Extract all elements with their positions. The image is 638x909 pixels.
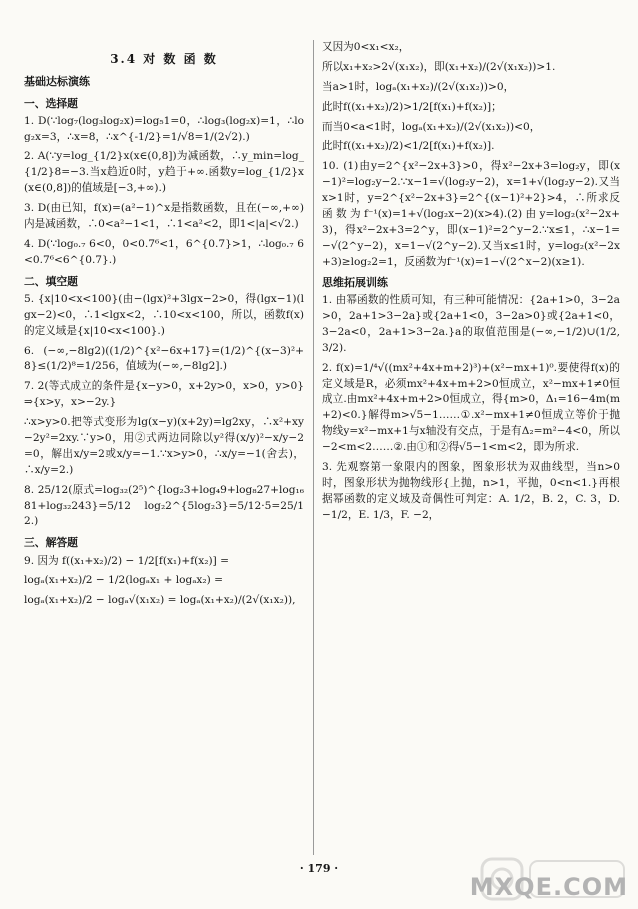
answer-q9-line1: 9. 因为 f((x₁+x₂)/2) − 1/2[f(x₁)+f(x₂)] = [24, 554, 229, 567]
answer-q8: 8. 25/12(原式=log₃₂(2⁵)^{log₂3+log₄9+log₈27+log₁₆81+log₃₂243}=5/12 log₂2^{5log₂3}=5/12·5=25/12.) [24, 483, 304, 528]
extension-q1: 1. 由幂函数的性质可知，有三种可能情况：{2a+1>0，3−2a>0，2a+1>3−2a}或{2a+1<0，3−2a>0}或{2a+1<0，3−2a<0，2a+1>3−2a.}a的取值范围是(−∞,−1/2)∪(1/2,3/2). [322, 294, 620, 354]
part1-heading: 一、选择题 [24, 96, 78, 110]
subheading-extension: 思维拓展训练 [322, 275, 388, 289]
answer-q10: 10. (1)由y=2^{x²−2x+3}>0，得x²−2x+3=log₂y，即(x−1)²=log₂y−2.∵x−1=√(log₂y−2)，x=1+√(log₂y−2).又当x>1时，y=2^{x²−2x+3}=2^{(x−1)²+2}>4，∴所求反函数为f⁻¹(x)=1+√(log₂x−2)(x>4).(2)由y=log₂(x²−2x+3)，得x²−2x+3=2^y，即(x−1)²=2^y−2.∵x≤1，∴x−1=−√(2^y−2)，x=1−√(2^y−2).又当x≤1时，y=log₂(x²−2x+3)≥log₂2=1，反函数为f⁻¹(x)=1−√(2^x−2)(x≥1). [322, 160, 620, 268]
q9-cont-1: 又因为0<x₁<x₂， [322, 41, 410, 53]
q9-cont-3: 当a>1时，logₐ(x₁+x₂)/(2√(x₁x₂))>0， [322, 80, 515, 93]
answer-q9-line2: logₐ(x₁+x₂)/2 − 1/2(logₐx₁ + logₐx₂) = [24, 574, 224, 587]
q9-cont-2: 所以x₁+x₂>2√(x₁x₂)，即(x₁+x₂)/(2√(x₁x₂))>1. [322, 60, 556, 73]
answer-q7-solution: ∴x>y>0.把等式变形为lg(x−y)(x+2y)=lg2xy，∴x²+xy−2y²=2xy.∵y>0，用②式两边同除以y²得(x/y)²−x/y−2=0，解出x/y=2或x/y=−1.∵x>y>0，∴x/y=−1(舍去)，∴x/y=2.) [24, 416, 304, 476]
section-title: 3.4 对 数 函 数 [110, 52, 218, 66]
extension-q3: 3. 先观察第一象限内的图象，图象形状为双曲线型，当n>0时，图象形状为抛物线形{上抛，n>1，平抛，0<n<1.}再根据幂函数的定义域及奇偶性可判定：A. 1/2，B. 2，C. 3，D. −1/2，E. 1/3，F. −2， [322, 460, 620, 521]
answer-q7-conditions: 7. 2(等式成立的条件是{x−y>0，x+2y>0，x>0，y>0}⇒{x>y，x>−2y.} [24, 380, 304, 409]
answer-q4: 4. D(∵log₀.₇ 6<0，0<0.7⁶<1，6^{0.7}>1，∴log₀.₇ 6<0.7⁶<6^{0.7}.) [24, 237, 304, 266]
page-number: · 179 · [299, 862, 339, 875]
part3-heading: 三、解答题 [24, 536, 78, 550]
q9-cont-5: 而当0<a<1时，logₐ(x₁+x₂)/(2√(x₁x₂))<0， [322, 120, 541, 133]
answer-q5: 5. {x|10<x<100}(由−(lgx)²+3lgx−2>0，得(lgx−1)(lgx−2)<0，∴1<lgx<2，∴10<x<100，所以，函数f(x)的定义域是{x|10<x<100}.) [24, 292, 304, 337]
column-divider [313, 40, 314, 855]
q9-cont-4: 此时f((x₁+x₂)/2)>1/2[f(x₁)+f(x₂)]； [322, 100, 502, 113]
answer-q2: 2. A(∵y=log_{1/2}x(x∈(0,8])为减函数，∴y_min=log_{1/2}8=−3.当x趋近0时，y趋于+∞.函数y=log_{1/2}x(x∈(0,8])的值域是[−3,+∞).) [24, 150, 304, 195]
subheading-basic: 基础达标演练 [24, 75, 90, 88]
answer-q1: 1. D(∵log₇(log₃log₂x)=log₅1=0，∴log₃(log₂x)=1，∴log₂x=3，∴x=8，∴x^{-1/2}=1/√8=1/(2√2).) [24, 114, 304, 143]
right-column [322, 40, 620, 528]
extension-q2: 2. f(x)=1/⁴√((mx²+4x+m+2)³)+(x²−mx+1)⁰.要使得f(x)的定义域是R，必须mx²+4x+m+2>0恒成立，x²−mx+1≠0恒成立.由mx²+4x+m+2>0恒成立，得{m>0，Δ₁=16−4m(m+2)<0.}解得m>√5−1……①.x²−mx+1≠0恒成立等价于抛物线y=x²−mx+1与x轴没有交点，于是有Δ₂=m²−4<0，所以−2<m<2……②.由①和②得√5−1<m<2，即为所求. [322, 361, 620, 454]
watermark-text: MXQE.COM [469, 873, 628, 901]
part2-heading: 二、填空题 [24, 274, 78, 288]
left-column [24, 40, 304, 613]
q9-cont-6: 此时f((x₁+x₂)/2)<1/2[f(x₁)+f(x₂)]. [322, 140, 495, 153]
answer-q6: 6. (−∞,−8lg2)((1/2)^{x²−6x+17}=(1/2)^{(x−3)²+8}≤(1/2)⁸=1/256，值域为(−∞,−8lg2].) [24, 344, 304, 373]
answer-q3: 3. D(由已知，f(x)=(a²−1)^x是指数函数，且在(−∞,+∞)内是减函数，∴0<a²−1<1，∴1<a²<2，即1<|a|<√2.) [24, 202, 304, 231]
answer-q9-line3: logₐ(x₁+x₂)/2 − logₐ√(x₁x₂) = logₐ(x₁+x₂)/(2√(x₁x₂)), [24, 594, 296, 607]
